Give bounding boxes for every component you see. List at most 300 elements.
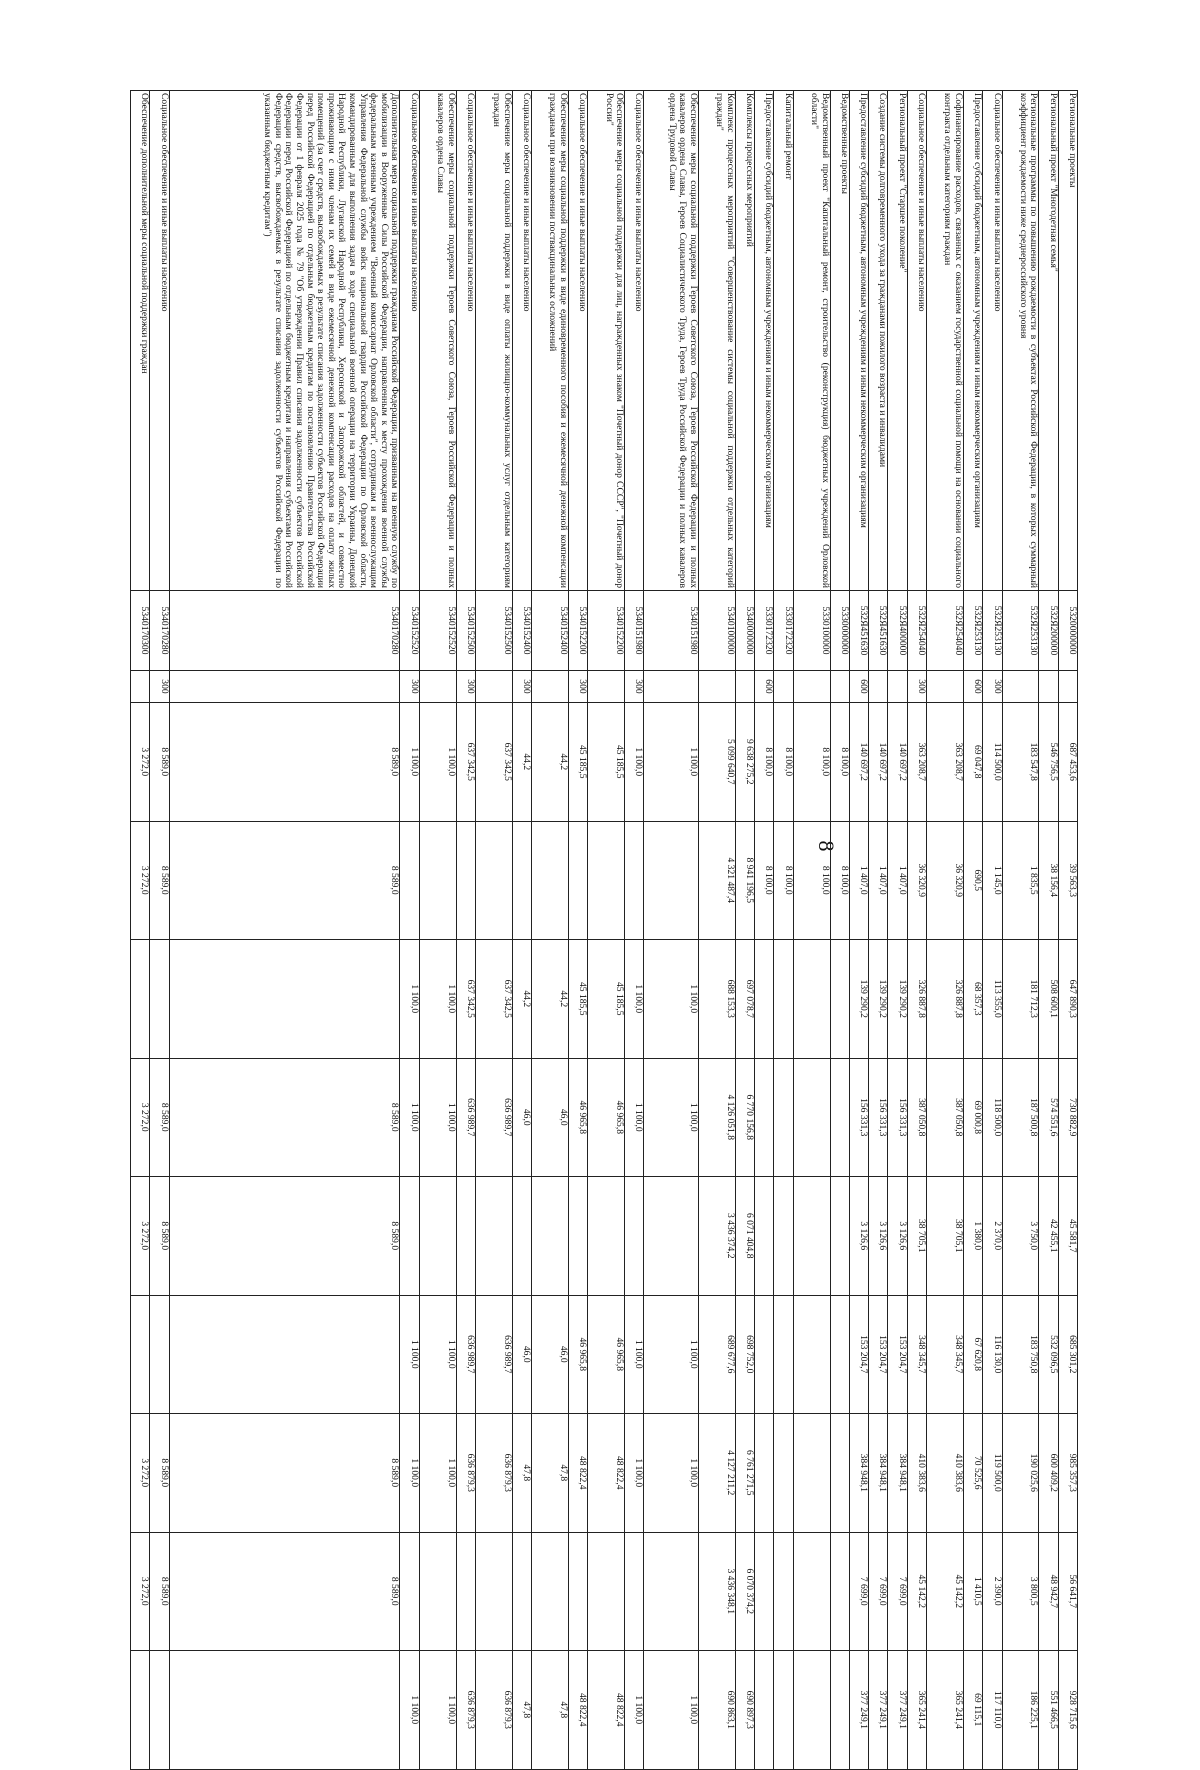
row-value-cell: 636 989,7 bbox=[456, 1295, 475, 1414]
row-value-cell: 685 301,2 bbox=[1058, 1295, 1077, 1414]
row-value-cell: 68 357,3 bbox=[963, 940, 982, 1059]
row-value-cell: 8 100,0 bbox=[755, 821, 774, 940]
row-value-cell: 4 126 051,8 bbox=[699, 1058, 736, 1177]
row-value-cell: 1 100,0 bbox=[625, 1295, 644, 1414]
row-value-cell bbox=[569, 1532, 588, 1651]
row-expense-type-cell bbox=[131, 671, 150, 703]
row-value-cell: 1 100,0 bbox=[419, 703, 456, 822]
row-value-cell: 3 750,0 bbox=[1002, 1177, 1039, 1296]
row-value-cell: 326 887,8 bbox=[907, 940, 926, 1059]
row-name-cell: Социальное обеспечение и иные выплаты населению bbox=[512, 91, 531, 591]
row-name-cell: Обеспечение меры социальной поддержки в виде единовременного пособия и ежемесячной денежной компенсации гражданам при возникновении поствакцинальных осложнений bbox=[532, 91, 569, 591]
row-value-cell: 1 100,0 bbox=[419, 1414, 456, 1533]
row-value-cell: 44,2 bbox=[532, 703, 569, 822]
row-value-cell: 1 100,0 bbox=[644, 1295, 699, 1414]
row-value-cell: 5 099 640,7 bbox=[699, 703, 736, 822]
row-name-cell: Региональный проект "Многодетная семья" bbox=[1039, 91, 1058, 591]
row-name-cell: Капитальный ремонт bbox=[774, 91, 793, 591]
row-code-cell: 5340170300 bbox=[131, 591, 150, 671]
row-value-cell: 36 320,9 bbox=[907, 821, 926, 940]
row-value-cell: 8 589,0 bbox=[150, 1532, 169, 1651]
row-code-cell: 532Я254040 bbox=[907, 591, 926, 671]
row-value-cell: 2 390,0 bbox=[983, 1532, 1002, 1651]
row-value-cell bbox=[588, 1532, 625, 1651]
row-code-cell: 532Я200000 bbox=[1039, 591, 1058, 671]
row-value-cell: 139 290,2 bbox=[888, 940, 907, 1059]
table-row bbox=[699, 91, 736, 1770]
row-value-cell: 8 100,0 bbox=[830, 703, 849, 822]
table-row bbox=[150, 91, 169, 1770]
row-value-cell bbox=[569, 1177, 588, 1296]
row-value-cell: 690 897,3 bbox=[735, 1651, 754, 1770]
row-code-cell: 5340151980 bbox=[625, 591, 644, 671]
row-value-cell: 365 241,4 bbox=[927, 1651, 964, 1770]
row-value-cell bbox=[793, 1295, 830, 1414]
row-value-cell: 46 965,8 bbox=[569, 1058, 588, 1177]
row-expense-type-cell bbox=[1058, 671, 1077, 703]
row-value-cell: 636 989,7 bbox=[475, 1295, 512, 1414]
table-row bbox=[625, 91, 644, 1770]
row-value-cell bbox=[830, 1295, 849, 1414]
row-expense-type-cell: 300 bbox=[907, 671, 926, 703]
row-value-cell: 384 948,1 bbox=[849, 1414, 868, 1533]
row-value-cell bbox=[644, 1532, 699, 1651]
row-value-cell bbox=[774, 1532, 793, 1651]
row-value-cell bbox=[755, 1651, 774, 1770]
row-value-cell: 1 410,5 bbox=[963, 1532, 982, 1651]
row-expense-type-cell: 300 bbox=[983, 671, 1002, 703]
row-value-cell: 985 357,3 bbox=[1058, 1414, 1077, 1533]
row-expense-type-cell bbox=[735, 671, 754, 703]
row-value-cell: 6 070 374,2 bbox=[735, 1532, 754, 1651]
row-code-cell: 5340152500 bbox=[475, 591, 512, 671]
row-value-cell bbox=[774, 1414, 793, 1533]
row-expense-type-cell bbox=[927, 671, 964, 703]
row-value-cell: 8 589,0 bbox=[169, 1058, 400, 1177]
row-name-cell: Ведомственные проекты bbox=[830, 91, 849, 591]
row-value-cell: 38 156,4 bbox=[1039, 821, 1058, 940]
row-value-cell bbox=[475, 1532, 512, 1651]
row-value-cell bbox=[793, 940, 830, 1059]
row-value-cell bbox=[532, 1532, 569, 1651]
row-value-cell: 48 822,4 bbox=[588, 1651, 625, 1770]
row-value-cell bbox=[755, 1532, 774, 1651]
row-value-cell bbox=[830, 940, 849, 1059]
row-value-cell: 114 500,0 bbox=[983, 703, 1002, 822]
row-value-cell: 139 290,2 bbox=[849, 940, 868, 1059]
row-value-cell: 387 050,8 bbox=[907, 1058, 926, 1177]
row-value-cell: 377 249,1 bbox=[869, 1651, 888, 1770]
table-row bbox=[963, 91, 982, 1770]
row-value-cell: 47,8 bbox=[532, 1651, 569, 1770]
row-name-cell: Социальное обеспечение и иные выплаты населению bbox=[150, 91, 169, 591]
row-value-cell: 186 225,1 bbox=[1002, 1651, 1039, 1770]
row-expense-type-cell bbox=[869, 671, 888, 703]
row-value-cell: 8 589,0 bbox=[150, 1414, 169, 1533]
row-value-cell bbox=[150, 940, 169, 1059]
row-value-cell: 3 272,0 bbox=[131, 1058, 150, 1177]
row-value-cell: 153 204,7 bbox=[849, 1295, 868, 1414]
row-value-cell: 36 320,9 bbox=[927, 821, 964, 940]
row-value-cell bbox=[131, 940, 150, 1059]
row-value-cell: 119 500,0 bbox=[983, 1414, 1002, 1533]
row-value-cell: 46,0 bbox=[512, 1058, 531, 1177]
row-value-cell: 1 100,0 bbox=[625, 703, 644, 822]
table-row bbox=[1058, 91, 1077, 1770]
row-value-cell: 637 342,5 bbox=[456, 703, 475, 822]
row-value-cell bbox=[755, 1058, 774, 1177]
row-value-cell: 117 110,0 bbox=[983, 1651, 1002, 1770]
row-value-cell: 4 127 211,2 bbox=[699, 1414, 736, 1533]
row-expense-type-cell: 600 bbox=[849, 671, 868, 703]
table-row bbox=[131, 91, 150, 1770]
row-value-cell: 3 126,6 bbox=[888, 1177, 907, 1296]
row-value-cell: 8 589,0 bbox=[169, 703, 400, 822]
row-expense-type-cell: 600 bbox=[755, 671, 774, 703]
row-value-cell bbox=[419, 1177, 456, 1296]
row-value-cell: 2 370,0 bbox=[983, 1177, 1002, 1296]
row-expense-type-cell: 300 bbox=[456, 671, 475, 703]
row-value-cell: 8 100,0 bbox=[774, 703, 793, 822]
row-value-cell: 8 100,0 bbox=[830, 821, 849, 940]
row-value-cell bbox=[475, 1177, 512, 1296]
row-value-cell: 365 241,4 bbox=[907, 1651, 926, 1770]
table-row bbox=[888, 91, 907, 1770]
row-name-cell: Социальное обеспечение и иные выплаты населению bbox=[983, 91, 1002, 591]
row-value-cell bbox=[830, 1414, 849, 1533]
row-value-cell: 47,8 bbox=[532, 1414, 569, 1533]
row-value-cell bbox=[150, 1651, 169, 1770]
row-value-cell: 44,2 bbox=[512, 940, 531, 1059]
row-value-cell bbox=[532, 1177, 569, 1296]
row-code-cell: 5340152200 bbox=[569, 591, 588, 671]
row-value-cell bbox=[830, 1058, 849, 1177]
row-value-cell: 1 100,0 bbox=[625, 1414, 644, 1533]
row-value-cell bbox=[512, 1532, 531, 1651]
row-value-cell: 46,0 bbox=[532, 1295, 569, 1414]
row-value-cell: 46 965,8 bbox=[569, 1295, 588, 1414]
row-value-cell bbox=[131, 1651, 150, 1770]
row-value-cell: 38 705,1 bbox=[927, 1177, 964, 1296]
row-value-cell: 8 589,0 bbox=[150, 703, 169, 822]
row-value-cell: 140 697,2 bbox=[849, 703, 868, 822]
table-row bbox=[774, 91, 793, 1770]
row-value-cell bbox=[400, 821, 419, 940]
row-expense-type-cell: 300 bbox=[400, 671, 419, 703]
row-value-cell: 45 142,2 bbox=[927, 1532, 964, 1651]
table-row bbox=[419, 91, 456, 1770]
row-value-cell: 183 750,8 bbox=[1002, 1295, 1039, 1414]
row-value-cell: 3 436 374,2 bbox=[699, 1177, 736, 1296]
row-name-cell: Обеспечение меры социальной поддержки Героев Советского Союза, Героев Российской Федерации и полных кавалеров ордена Славы bbox=[419, 91, 456, 591]
row-value-cell: 637 342,5 bbox=[475, 940, 512, 1059]
row-value-cell: 46 965,8 bbox=[588, 1058, 625, 1177]
budget-table-body bbox=[131, 91, 1078, 1770]
row-value-cell bbox=[755, 1177, 774, 1296]
row-value-cell: 363 208,7 bbox=[907, 703, 926, 822]
row-value-cell bbox=[774, 1651, 793, 1770]
row-value-cell bbox=[625, 1177, 644, 1296]
row-code-cell: 5340170280 bbox=[150, 591, 169, 671]
row-value-cell: 348 345,7 bbox=[907, 1295, 926, 1414]
row-value-cell: 8 100,0 bbox=[793, 821, 830, 940]
row-value-cell bbox=[774, 1295, 793, 1414]
row-code-cell: 5340100000 bbox=[699, 591, 736, 671]
row-value-cell bbox=[400, 1532, 419, 1651]
row-code-cell: 532Я400000 bbox=[888, 591, 907, 671]
row-value-cell: 8 589,0 bbox=[169, 1532, 400, 1651]
row-value-cell: 1 100,0 bbox=[419, 1058, 456, 1177]
rotated-table-wrapper bbox=[130, 90, 1078, 1729]
row-value-cell: 1 100,0 bbox=[419, 1295, 456, 1414]
row-value-cell: 9 638 275,2 bbox=[735, 703, 754, 822]
row-value-cell: 4 321 487,4 bbox=[699, 821, 736, 940]
row-value-cell: 1 100,0 bbox=[400, 703, 419, 822]
row-value-cell: 8 589,0 bbox=[150, 1177, 169, 1296]
row-value-cell: 1 100,0 bbox=[625, 940, 644, 1059]
row-expense-type-cell bbox=[419, 671, 456, 703]
row-value-cell: 156 331,3 bbox=[849, 1058, 868, 1177]
row-value-cell: 928 715,6 bbox=[1058, 1651, 1077, 1770]
row-value-cell: 1 407,0 bbox=[888, 821, 907, 940]
row-value-cell: 1 100,0 bbox=[419, 940, 456, 1059]
row-value-cell: 3 126,6 bbox=[849, 1177, 868, 1296]
row-value-cell: 190 025,6 bbox=[1002, 1414, 1039, 1533]
row-value-cell bbox=[588, 821, 625, 940]
row-value-cell: 600 409,2 bbox=[1039, 1414, 1058, 1533]
row-value-cell: 687 453,6 bbox=[1058, 703, 1077, 822]
table-row bbox=[644, 91, 699, 1770]
row-value-cell: 46,0 bbox=[512, 1295, 531, 1414]
row-expense-type-cell bbox=[774, 671, 793, 703]
row-value-cell bbox=[830, 1532, 849, 1651]
row-value-cell: 690 863,1 bbox=[699, 1651, 736, 1770]
row-value-cell: 187 500,8 bbox=[1002, 1058, 1039, 1177]
row-value-cell: 363 208,7 bbox=[927, 703, 964, 822]
row-value-cell bbox=[793, 1651, 830, 1770]
row-value-cell bbox=[793, 1532, 830, 1651]
row-name-cell: Социальное обеспечение и иные выплаты населению bbox=[400, 91, 419, 591]
row-value-cell: 1 100,0 bbox=[419, 1651, 456, 1770]
row-expense-type-cell bbox=[830, 671, 849, 703]
row-code-cell: 532Я253130 bbox=[983, 591, 1002, 671]
row-value-cell: 551 466,5 bbox=[1039, 1651, 1058, 1770]
row-value-cell bbox=[774, 1058, 793, 1177]
row-value-cell: 44,2 bbox=[532, 940, 569, 1059]
row-name-cell: Региональные программы по повышению рождаемости в субъектах Российской Федерации, в которых суммарный коэффициент рождаемости ниже среднероссийского уровня bbox=[1002, 91, 1039, 591]
row-value-cell bbox=[169, 940, 400, 1059]
table-row bbox=[735, 91, 754, 1770]
row-value-cell: 3 126,6 bbox=[869, 1177, 888, 1296]
row-value-cell: 574 551,6 bbox=[1039, 1058, 1058, 1177]
row-value-cell: 47,8 bbox=[512, 1414, 531, 1533]
row-value-cell: 377 249,1 bbox=[849, 1651, 868, 1770]
row-code-cell: 5330172320 bbox=[755, 591, 774, 671]
row-value-cell bbox=[625, 821, 644, 940]
row-value-cell: 156 331,3 bbox=[869, 1058, 888, 1177]
row-value-cell: 39 563,3 bbox=[1058, 821, 1077, 940]
row-value-cell: 508 600,1 bbox=[1039, 940, 1058, 1059]
row-value-cell: 116 130,0 bbox=[983, 1295, 1002, 1414]
row-value-cell: 45 185,5 bbox=[569, 703, 588, 822]
row-value-cell: 1 100,0 bbox=[644, 1058, 699, 1177]
row-value-cell: 3 272,0 bbox=[131, 821, 150, 940]
row-value-cell: 697 078,7 bbox=[735, 940, 754, 1059]
row-code-cell: 5340170280 bbox=[169, 591, 400, 671]
row-value-cell: 730 882,9 bbox=[1058, 1058, 1077, 1177]
row-value-cell bbox=[774, 940, 793, 1059]
row-name-cell: Обеспечение меры социальной поддержки для лиц, награжденных знаком "Почетный донор СССР", "Почетный донор России" bbox=[588, 91, 625, 591]
row-value-cell: 326 887,8 bbox=[927, 940, 964, 1059]
row-value-cell: 8 589,0 bbox=[169, 821, 400, 940]
table-row bbox=[907, 91, 926, 1770]
row-value-cell bbox=[419, 1532, 456, 1651]
row-value-cell: 8 100,0 bbox=[755, 703, 774, 822]
row-code-cell: 5340152520 bbox=[419, 591, 456, 671]
row-value-cell: 181 712,3 bbox=[1002, 940, 1039, 1059]
row-name-cell: Социальное обеспечение и иные выплаты населению bbox=[456, 91, 475, 591]
row-value-cell: 183 547,8 bbox=[1002, 703, 1039, 822]
row-name-cell: Обеспечение меры социальной поддержки в виде оплаты жилищно-коммунальных услуг отдельным категориям граждан bbox=[475, 91, 512, 591]
row-code-cell: 5330172320 bbox=[774, 591, 793, 671]
row-value-cell: 636 879,3 bbox=[475, 1651, 512, 1770]
row-code-cell: 5340152400 bbox=[532, 591, 569, 671]
row-name-cell: Дополнительная мера социальной поддержки гражданам Российской Федерации, призванным на военную службу по мобилизации в Вооруженные Силы Российской Федерации, направленным к месту прохождения военной службы федеральным казенным учреждением "Военный комиссариат Орловской области", сотрудникам и военнослужащим Управления Федеральной службы войск национальной гвардии Российской Федерации по Орловской области, командированным для выполнения задач в ходе специальной военной операции на территории Украины, Донецкой Народной Республики, Луганской Народной Республики, Херсонской и Запорожской областей, и совместно проживающим с ними членам их семей в виде ежемесячной денежной компенсации расходов на оплату жилых помещений (за счет средств, высвобождаемых в результате списания задолженности субъектов Российской Федерации перед Российской Федерацией по отдельным бюджетным кредитам по постановлению Правительства Российской Федерации от 1 февраля 2025 года № 79 "Об утверждении Правил списания задолженности субъектов Российской Федерации перед Российской Федерацией по отдельным бюджетным кредитам и направления субъектами Российской Федерации средств, высвобождаемых в результате списания задолженности субъектов Российской Федерации по указанным бюджетным кредитам") bbox=[169, 91, 400, 591]
table-row bbox=[869, 91, 888, 1770]
row-value-cell: 46,0 bbox=[532, 1058, 569, 1177]
row-value-cell bbox=[400, 1177, 419, 1296]
row-code-cell: 5320000000 bbox=[1058, 591, 1077, 671]
row-value-cell: 1 100,0 bbox=[400, 1058, 419, 1177]
table-row bbox=[1039, 91, 1058, 1770]
row-name-cell: Предоставление субсидий бюджетным, автономным учреждениям и иным некоммерческим организациям bbox=[849, 91, 868, 591]
row-value-cell: 69 000,8 bbox=[963, 1058, 982, 1177]
row-value-cell: 56 641,7 bbox=[1058, 1532, 1077, 1651]
row-expense-type-cell bbox=[169, 671, 400, 703]
table-row bbox=[400, 91, 419, 1770]
row-value-cell: 1 835,5 bbox=[1002, 821, 1039, 940]
row-expense-type-cell bbox=[475, 671, 512, 703]
row-value-cell bbox=[512, 1177, 531, 1296]
row-value-cell: 410 383,6 bbox=[927, 1414, 964, 1533]
table-row bbox=[569, 91, 588, 1770]
row-value-cell bbox=[774, 1177, 793, 1296]
row-value-cell bbox=[625, 1532, 644, 1651]
row-value-cell: 45 185,5 bbox=[569, 940, 588, 1059]
row-value-cell: 6 071 404,8 bbox=[735, 1177, 754, 1296]
row-code-cell: 5340152400 bbox=[512, 591, 531, 671]
row-value-cell: 532 096,5 bbox=[1039, 1295, 1058, 1414]
row-expense-type-cell: 600 bbox=[963, 671, 982, 703]
table-row bbox=[793, 91, 830, 1770]
row-value-cell bbox=[150, 1295, 169, 1414]
row-code-cell: 532Я253130 bbox=[1002, 591, 1039, 671]
row-value-cell: 45 581,7 bbox=[1058, 1177, 1077, 1296]
row-value-cell: 3 272,0 bbox=[131, 1532, 150, 1651]
row-value-cell: 636 879,3 bbox=[456, 1651, 475, 1770]
row-value-cell: 690,5 bbox=[963, 821, 982, 940]
row-value-cell: 48 822,4 bbox=[569, 1651, 588, 1770]
row-value-cell: 636 989,7 bbox=[475, 1058, 512, 1177]
row-value-cell: 42 455,1 bbox=[1039, 1177, 1058, 1296]
row-value-cell bbox=[793, 1414, 830, 1533]
table-row bbox=[456, 91, 475, 1770]
row-value-cell: 1 145,0 bbox=[983, 821, 1002, 940]
row-value-cell: 636 879,3 bbox=[456, 1414, 475, 1533]
row-name-cell: Софинансирование расходов, связанных с оказанием государственной социальной помощи на основании социального контракта отдельным категориям граждан bbox=[927, 91, 964, 591]
row-value-cell bbox=[830, 1177, 849, 1296]
row-value-cell: 3 272,0 bbox=[131, 1414, 150, 1533]
row-value-cell: 7 699,0 bbox=[888, 1532, 907, 1651]
row-value-cell: 38 705,1 bbox=[907, 1177, 926, 1296]
row-name-cell: Региональный проект "Старшее поколение" bbox=[888, 91, 907, 591]
budget-table bbox=[130, 90, 1078, 1770]
row-value-cell: 8 589,0 bbox=[150, 821, 169, 940]
row-value-cell: 1 407,0 bbox=[849, 821, 868, 940]
row-value-cell bbox=[793, 1058, 830, 1177]
row-name-cell: Предоставление субсидий бюджетным, автономным учреждениям и иным некоммерческим организациям bbox=[755, 91, 774, 591]
row-value-cell: 3 800,5 bbox=[1002, 1532, 1039, 1651]
row-code-cell: 5340152520 bbox=[400, 591, 419, 671]
row-expense-type-cell bbox=[699, 671, 736, 703]
row-value-cell: 387 050,8 bbox=[927, 1058, 964, 1177]
row-value-cell: 1 100,0 bbox=[400, 1414, 419, 1533]
row-value-cell bbox=[456, 1177, 475, 1296]
row-value-cell: 1 100,0 bbox=[644, 703, 699, 822]
row-value-cell: 70 525,6 bbox=[963, 1414, 982, 1533]
row-value-cell: 348 345,7 bbox=[927, 1295, 964, 1414]
row-value-cell: 1 100,0 bbox=[400, 940, 419, 1059]
row-expense-type-cell: 300 bbox=[150, 671, 169, 703]
row-value-cell: 384 948,1 bbox=[869, 1414, 888, 1533]
table-row bbox=[588, 91, 625, 1770]
row-value-cell bbox=[456, 821, 475, 940]
row-expense-type-cell bbox=[532, 671, 569, 703]
table-row bbox=[927, 91, 964, 1770]
row-value-cell: 139 290,2 bbox=[869, 940, 888, 1059]
row-name-cell: Обеспечение дополнительной меры социальной поддержки граждан bbox=[131, 91, 150, 591]
row-expense-type-cell: 300 bbox=[625, 671, 644, 703]
row-value-cell bbox=[755, 1295, 774, 1414]
row-value-cell: 48 822,4 bbox=[588, 1414, 625, 1533]
row-value-cell: 1 380,0 bbox=[963, 1177, 982, 1296]
table-row bbox=[475, 91, 512, 1770]
row-value-cell bbox=[456, 1532, 475, 1651]
row-name-cell: Социальное обеспечение и иные выплаты населению bbox=[569, 91, 588, 591]
row-value-cell bbox=[569, 821, 588, 940]
row-expense-type-cell bbox=[644, 671, 699, 703]
row-expense-type-cell: 300 bbox=[512, 671, 531, 703]
row-value-cell bbox=[131, 1295, 150, 1414]
row-value-cell: 647 890,3 bbox=[1058, 940, 1077, 1059]
row-value-cell: 688 153,3 bbox=[699, 940, 736, 1059]
row-value-cell: 8 589,0 bbox=[150, 1058, 169, 1177]
row-value-cell bbox=[644, 1177, 699, 1296]
table-row bbox=[983, 91, 1002, 1770]
row-value-cell: 3 272,0 bbox=[131, 703, 150, 822]
row-value-cell bbox=[755, 940, 774, 1059]
row-name-cell: Ведомственный проект "Капитальный ремонт, строительство (реконструкция) бюджетных учреждений Орловской области" bbox=[793, 91, 830, 591]
row-value-cell bbox=[532, 821, 569, 940]
row-code-cell: 5340000000 bbox=[735, 591, 754, 671]
row-value-cell: 637 342,5 bbox=[475, 703, 512, 822]
row-value-cell: 69 047,8 bbox=[963, 703, 982, 822]
row-value-cell: 1 100,0 bbox=[400, 1651, 419, 1770]
row-expense-type-cell bbox=[793, 671, 830, 703]
page-number: 8 bbox=[814, 840, 839, 852]
row-value-cell: 637 342,5 bbox=[456, 940, 475, 1059]
row-value-cell: 6 770 156,8 bbox=[735, 1058, 754, 1177]
